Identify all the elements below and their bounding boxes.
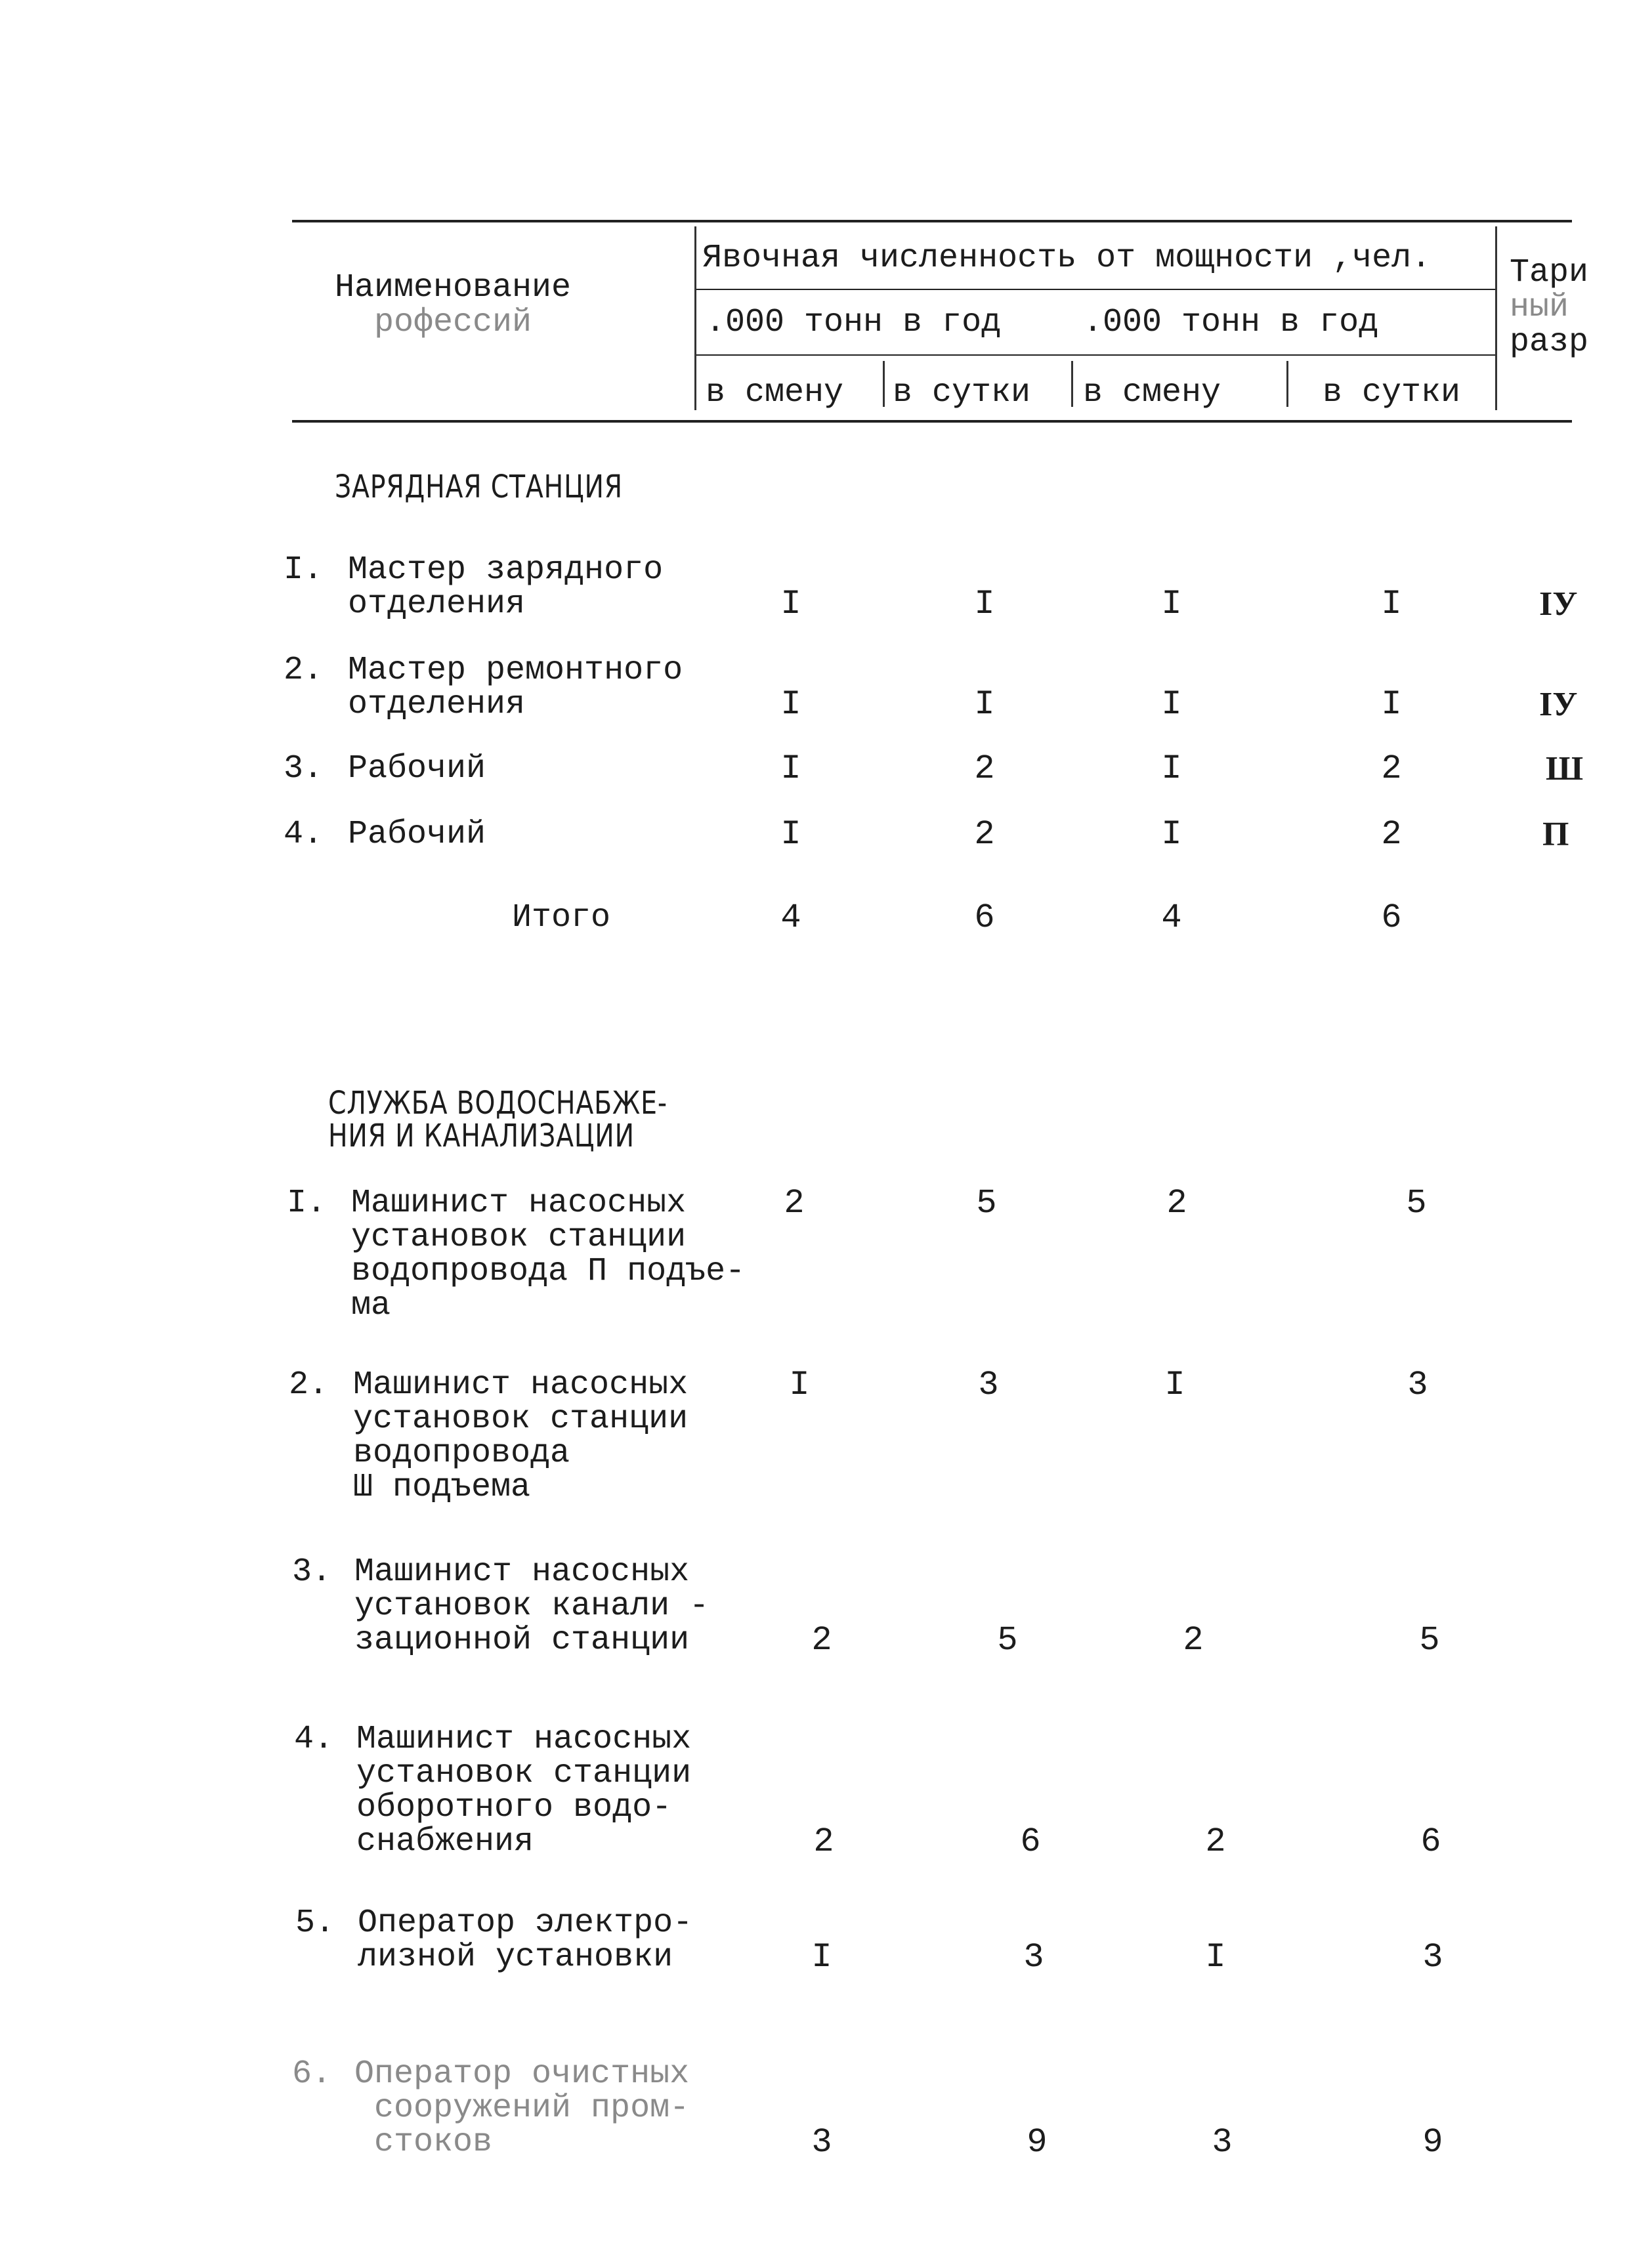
header-vline-1: [694, 226, 696, 410]
s1-row3-v4: 2: [1381, 749, 1402, 788]
s2-row2-v4: 3: [1407, 1366, 1428, 1404]
s2-row1-num: I.: [287, 1185, 327, 1222]
s2-row1-name-3: водопровода П подъе-: [351, 1253, 746, 1290]
section1-title: ЗАРЯДНАЯ СТАНЦИЯ: [335, 469, 623, 505]
s2-row1-v2: 5: [976, 1184, 997, 1223]
s2-row6-name-3: стоков: [374, 2124, 493, 2161]
s2-row4-v2: 6: [1020, 1822, 1041, 1861]
s1-total-v2: 6: [974, 898, 995, 937]
s1-row3-v2: 2: [974, 749, 995, 788]
header-top-rule: [292, 220, 1572, 222]
s2-row5-v3: I: [1205, 1938, 1226, 1977]
s1-row4-name-1: Рабочий: [348, 816, 486, 853]
s2-row6-v3: 3: [1212, 2123, 1233, 2162]
s2-row4-name-2: установок станции: [356, 1755, 692, 1792]
header-per-shift-1: в смену: [706, 374, 844, 411]
header-bottom-rule: [292, 420, 1572, 423]
s2-row4-v3: 2: [1205, 1822, 1226, 1861]
s2-row2-v3: I: [1164, 1366, 1185, 1404]
s2-row3-v4: 5: [1419, 1621, 1440, 1660]
s1-row3-v3: I: [1161, 749, 1182, 788]
s1-row2-name-1: Мастер ремонтного: [348, 652, 683, 689]
header-attendance-title: Явочная численность от мощности ,чел.: [702, 240, 1432, 277]
header-capacity-2: .000 тонн в год: [1083, 304, 1379, 341]
s1-row3-v1: I: [780, 749, 801, 788]
s1-row2-v4: I: [1381, 685, 1402, 724]
section2-title-line1: СЛУЖБА ВОДОСНАБЖЕ-: [328, 1085, 668, 1122]
header-inner-rule-1: [696, 289, 1496, 290]
s1-row1-v4: I: [1381, 585, 1402, 623]
header-grade-line1: Тари: [1510, 254, 1589, 291]
header-grade-line2: ный: [1510, 289, 1569, 326]
s2-row4-num: 4.: [294, 1721, 334, 1758]
header-inner-rule-2: [696, 354, 1496, 356]
s1-row2-v2: I: [974, 685, 995, 724]
s1-row4-num: 4.: [284, 816, 324, 853]
header-per-shift-2: в смену: [1083, 374, 1221, 411]
s2-row4-v4: 6: [1420, 1822, 1441, 1861]
s1-row2-num: 2.: [284, 652, 324, 689]
header-per-day-1: в сутки: [893, 374, 1031, 411]
s1-total-v1: 4: [780, 898, 801, 937]
s2-row1-name-2: установок станции: [351, 1219, 687, 1256]
header-vline-3: [883, 361, 885, 407]
s1-row1-v1: I: [780, 585, 801, 623]
s1-row4-grade: П: [1542, 816, 1569, 853]
header-vline-2: [1495, 226, 1497, 410]
s2-row3-v3: 2: [1183, 1621, 1204, 1660]
header-vline-4: [1071, 361, 1073, 407]
s1-row1-grade: IУ: [1539, 585, 1578, 623]
s2-row3-v2: 5: [997, 1621, 1018, 1660]
s2-row1-v3: 2: [1166, 1184, 1187, 1223]
s2-row6-name-1: Оператор очистных: [354, 2055, 690, 2093]
s1-row2-v3: I: [1161, 685, 1182, 724]
header-vline-5: [1286, 361, 1288, 407]
s2-row2-name-4: Ш подъема: [353, 1469, 531, 1506]
s2-row2-name-3: водопровода: [353, 1435, 570, 1472]
s1-row3-grade: Ш: [1546, 750, 1584, 788]
s2-row6-num: 6.: [292, 2055, 332, 2093]
header-capacity-1: .000 тонн в год: [706, 304, 1002, 341]
s1-total-v3: 4: [1161, 898, 1182, 937]
s1-row2-grade: IУ: [1539, 686, 1578, 723]
s2-row1-v1: 2: [784, 1184, 805, 1223]
s2-row3-num: 3.: [292, 1553, 332, 1591]
s2-row5-v2: 3: [1023, 1938, 1044, 1977]
s2-row5-v1: I: [811, 1938, 832, 1977]
s2-row5-name-2: лизной установки: [358, 1939, 673, 1976]
s2-row3-name-2: установок канали -: [354, 1587, 710, 1625]
s2-row6-v1: 3: [811, 2123, 832, 2162]
s1-row1-name-1: Мастер зарядного: [348, 551, 664, 589]
s2-row2-v1: I: [789, 1366, 810, 1404]
s2-row5-name-1: Оператор электро-: [358, 1904, 693, 1942]
s2-row1-v4: 5: [1406, 1184, 1427, 1223]
s1-row4-v4: 2: [1381, 815, 1402, 854]
s2-row4-v1: 2: [813, 1822, 834, 1861]
s2-row1-name-4: ма: [351, 1287, 391, 1324]
header-col-name-line1: Наименование: [335, 269, 572, 306]
s2-row3-v1: 2: [811, 1621, 832, 1660]
s2-row6-v4: 9: [1422, 2123, 1443, 2162]
s1-row2-v1: I: [780, 685, 801, 724]
s1-row4-v2: 2: [974, 815, 995, 854]
header-grade-line3: разр: [1510, 324, 1589, 361]
s2-row2-name-1: Машинист насосных: [353, 1366, 689, 1404]
s1-row1-num: I.: [284, 551, 324, 589]
header-per-day-2: в сутки: [1323, 374, 1461, 411]
s2-row5-num: 5.: [295, 1904, 335, 1942]
s1-total-v4: 6: [1381, 898, 1402, 937]
s2-row6-name-2: сооружений пром-: [374, 2090, 690, 2127]
s1-row1-v2: I: [974, 585, 995, 623]
s2-row4-name-4: снабжения: [356, 1823, 534, 1860]
s2-row1-name-1: Машинист насосных: [351, 1185, 687, 1222]
s2-row4-name-1: Машинист насосных: [356, 1721, 692, 1758]
s2-row2-v2: 3: [978, 1366, 999, 1404]
s2-row3-name-3: зационной станции: [354, 1622, 690, 1659]
s2-row4-name-3: оборотного водо-: [356, 1789, 672, 1826]
header-col-name-line2: рофессий: [374, 304, 532, 341]
s2-row6-v2: 9: [1027, 2123, 1048, 2162]
s2-row5-v4: 3: [1422, 1938, 1443, 1977]
s1-row1-v3: I: [1161, 585, 1182, 623]
s1-row4-v1: I: [780, 815, 801, 854]
s1-row4-v3: I: [1161, 815, 1182, 854]
s1-row2-name-2: отделения: [348, 686, 526, 723]
s2-row2-name-2: установок станции: [353, 1400, 689, 1438]
s2-row3-name-1: Машинист насосных: [354, 1553, 690, 1591]
s1-total-label: Итого: [512, 899, 611, 936]
s1-row3-num: 3.: [284, 750, 324, 788]
section2-title-line2: НИЯ И КАНАЛИЗАЦИИ: [328, 1118, 635, 1154]
s1-row1-name-2: отделения: [348, 585, 526, 623]
s2-row2-num: 2.: [289, 1366, 329, 1404]
s1-row3-name-1: Рабочий: [348, 750, 486, 788]
